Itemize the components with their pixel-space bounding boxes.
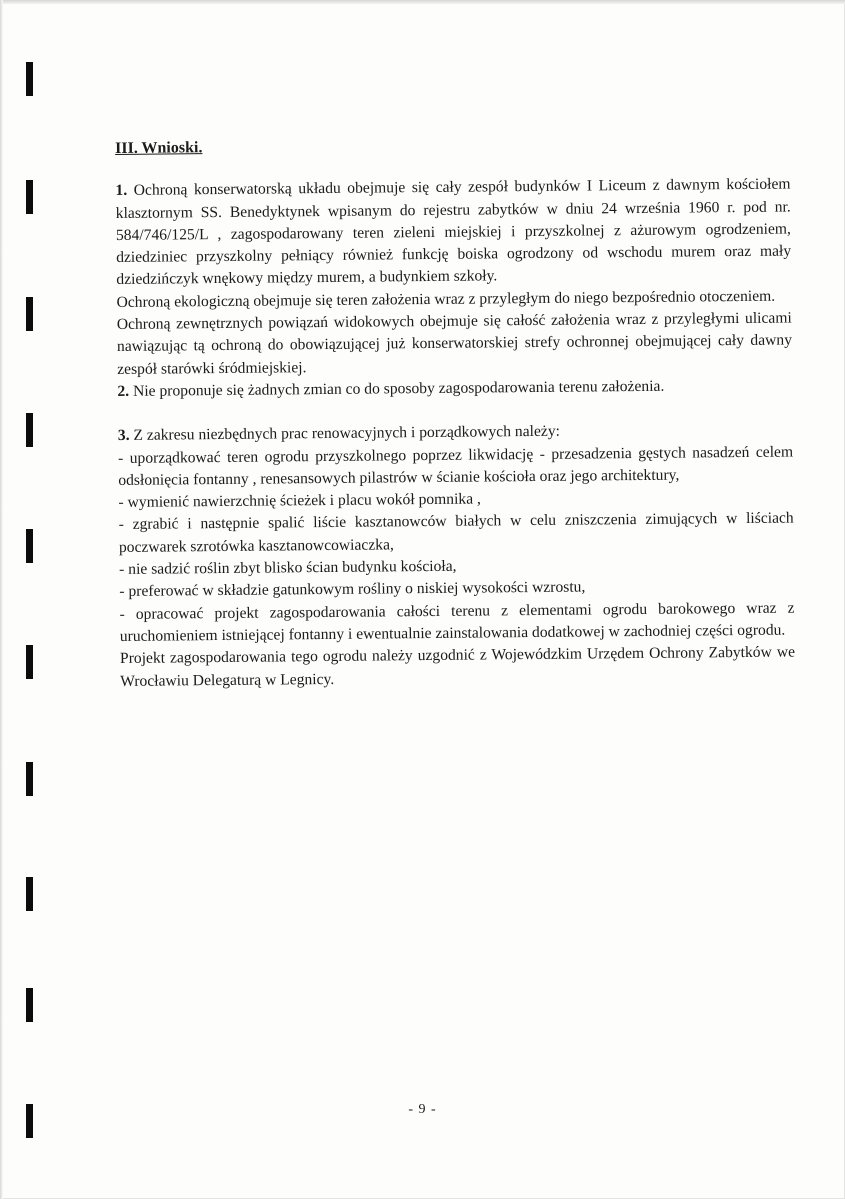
- binding-mark: [26, 529, 33, 563]
- binding-mark: [26, 62, 33, 96]
- item-2-text: Nie proponuje się żadnych zmian co do sposoby zagospodarowania terenu założenia.: [129, 377, 665, 400]
- page-number: - 9 -: [408, 1102, 437, 1117]
- document-body: [115, 132, 795, 693]
- list-item: - zgrabić i następnie spalić liście kasztanowców białych w celu zniszczenia zimujących w liściach poczwarek szrotówka kasztanowcowiaczka,: [118, 509, 794, 556]
- list-item: - opracować projekt zagospodarowania całości terenu z elementami ogrodu barokowego wraz z uruchomieniem istniejącej fontanny i ewentualnie zainstalowania dodatkowej w zachodniej części ogrodu.: [119, 599, 795, 645]
- binding-mark: [26, 413, 33, 447]
- binding-mark: [26, 297, 33, 331]
- binding-mark: [26, 180, 33, 214]
- binding-mark: [26, 645, 33, 679]
- ecological-protection-paragraph: Ochroną ekologiczną obejmuje się teren założenia wraz z przyległym do niego bezpośrednio otoczeniem.: [116, 287, 776, 311]
- page-edge-top: [0, 0, 845, 4]
- list-item: - nie sadzić roślin zbyt blisko ścian budynku kościoła,: [119, 557, 457, 579]
- view-protection-paragraph: Ochroną zewnętrznych powiązań widokowych obejmuje się całość założenia wraz z przyległymi ulicami nawiązując tą ochroną do obowiązującej już konserwatorskiej strefy ochronnej obejmującej cały dawny zespół starówki śródmiejskiej.: [116, 309, 793, 378]
- list-item: - preferować w składzie gatunkowym rośliny o niskiej wysokości wzrostu,: [119, 578, 586, 601]
- item-3-text: Z zakresu niezbędnych prac renowacyjnych i porządkowych należy:: [129, 423, 560, 445]
- list-item: - uporządkować teren ogrodu przyszkolnego poprzez likwidację - przesadzenia gęstych nasadzeń celem odsłonięcia fontanny , renesansowych pilastrów w ścianie kościoła oraz jego architektury,: [117, 443, 794, 489]
- item-2-number: 2.: [117, 382, 130, 400]
- project-approval-paragraph: Projekt zagospodarowania tego ogrodu należy uzgodnić z Wojewódzkim Urzędem Ochrony Zabytków we Wrocławiu Delegaturą w Legnicy.: [119, 643, 796, 690]
- item-1-number: 1.: [115, 182, 128, 200]
- item-1-paragraph: [115, 174, 791, 292]
- page-edge-left: [0, 0, 3, 1199]
- item-1-text: Ochroną konserwatorską układu obejmuje się cały zespół budynków I Liceum z dawnym kościołem klasztornym SS. Benedyktynek wpisanym do rejestru zabytków w dniu 24 września 1960 r. pod nr. 584/746/125/L , zagospodarowany teren zieleni miejskiej i przyszkolnej z ażurowym ogrodzeniem, dziedziniec przyszkolny pełniący również funkcję boiska ogrodzony od wschodu murem oraz mały dziedzińczyk wnękowy między murem, a budynkiem szkoły.: [115, 175, 792, 289]
- binding-mark: [26, 762, 33, 796]
- list-item: - wymienić nawierzchnię ścieżek i placu wokół pomnika ,: [118, 490, 482, 512]
- item-3-number: 3.: [117, 427, 130, 445]
- binding-mark: [26, 877, 33, 911]
- section-title: III. Wnioski.: [115, 139, 203, 157]
- binding-mark: [26, 988, 33, 1022]
